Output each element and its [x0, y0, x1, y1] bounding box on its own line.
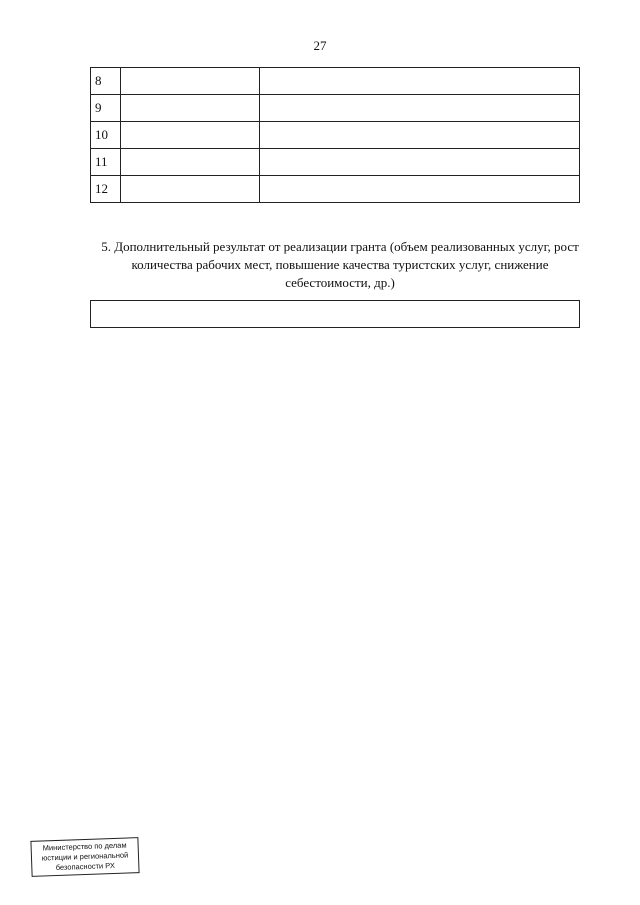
table-row — [91, 95, 580, 122]
stamp-line: юстиции и региональной — [41, 850, 129, 863]
table-row — [91, 68, 580, 95]
table-row — [91, 149, 580, 176]
table-cell — [121, 149, 260, 176]
table-row — [91, 122, 580, 149]
additional-result-box — [90, 300, 580, 328]
table-cell — [121, 95, 260, 122]
results-table — [90, 67, 580, 203]
section-5-heading: 5. Дополнительный результат от реализации гранта (объем реализованных услуг, рост количества рабочих мест, повышение качества туристских услуг, снижение себестоимости, др.) — [101, 239, 579, 290]
row-number: 9 — [91, 95, 121, 122]
table-cell — [260, 149, 580, 176]
stamp-line: Министерство по делам — [42, 840, 127, 853]
page-number: 27 — [313, 38, 327, 53]
table-cell — [260, 122, 580, 149]
table-cell — [121, 68, 260, 95]
table-cell — [260, 68, 580, 95]
table-cell — [121, 176, 260, 203]
stamp-line: безопасности РХ — [55, 860, 116, 873]
row-number: 8 — [91, 68, 121, 95]
table-row — [91, 176, 580, 203]
row-number: 10 — [91, 122, 121, 149]
table-cell — [260, 95, 580, 122]
row-number: 12 — [91, 176, 121, 203]
row-number: 11 — [91, 149, 121, 176]
table-cell — [260, 176, 580, 203]
ministry-stamp — [30, 837, 139, 877]
table-cell — [121, 122, 260, 149]
